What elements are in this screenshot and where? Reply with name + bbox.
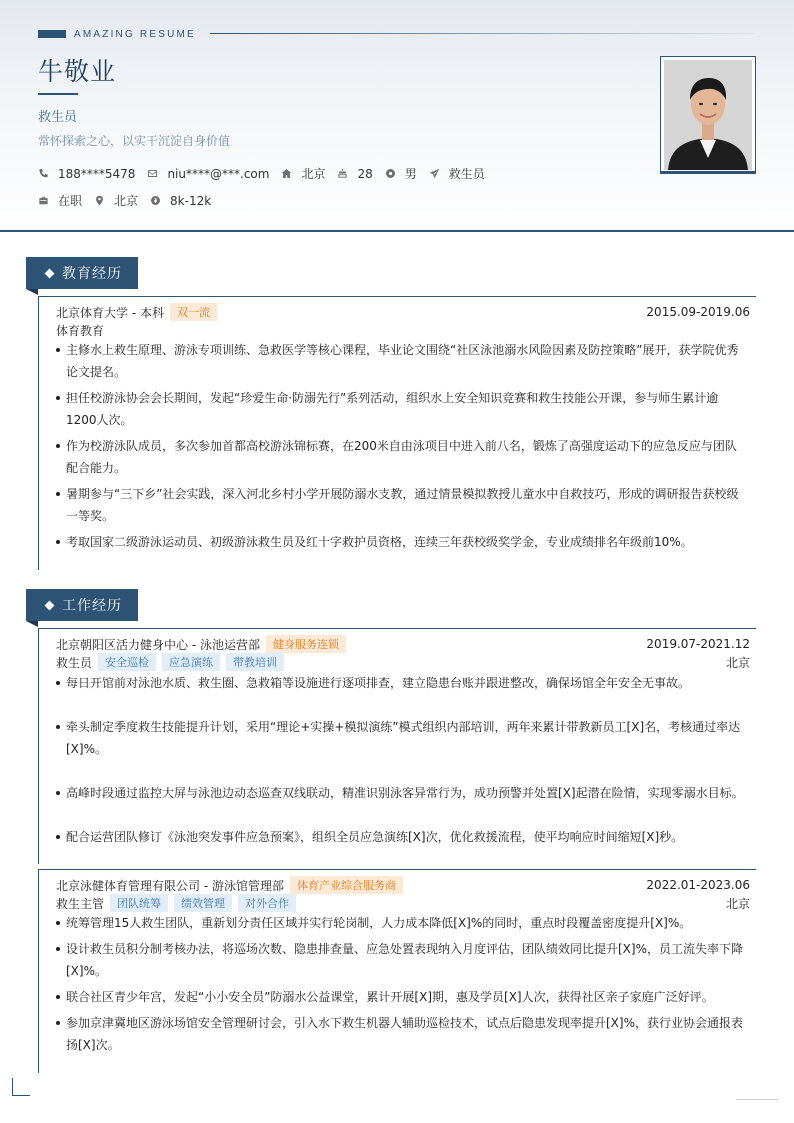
job-1-date: 2019.07-2021.12	[646, 637, 750, 651]
major: 体育教育	[56, 323, 105, 338]
age-text: 28	[357, 166, 373, 181]
school-badge: 双一流	[170, 303, 217, 321]
list-item: 考取国家二级游泳运动员、初级游泳救生员及红十字救护员资格，连续三年获校级奖学金，专业成绩排名年级前10%。	[56, 531, 748, 553]
info-phone	[38, 167, 135, 181]
job-title: 救生员	[38, 110, 78, 125]
briefcase-icon	[38, 195, 49, 206]
job-1-role: 救生员	[56, 655, 93, 670]
tag-text: AMAZING RESUME	[74, 28, 196, 40]
job-1-tag: 安全巡检	[98, 653, 156, 671]
job-2-tag: 绩效管理	[174, 894, 232, 912]
person-portrait-icon	[664, 60, 752, 170]
job-1-tag: 带教培训	[226, 653, 284, 671]
hometown-text: 北京	[301, 167, 326, 181]
job-2-tag: 团队统筹	[110, 894, 168, 912]
list-item: 高峰时段通过监控大屏与泳池边动态巡查双线联动，精准识别泳客异常行为，成功预警并处置[X]起潜在险情，实现零溺水目标。	[56, 782, 748, 804]
list-item: 统筹管理15人救生团队，重新划分责任区域并实行轮岗制，人力成本降低[X]%的同时，重点时段覆盖密度提升[X]%。	[56, 912, 748, 934]
job-1-sub	[56, 654, 750, 670]
info-location	[94, 192, 138, 209]
education-entry-sub	[56, 322, 750, 338]
job-1-company-badge: 健身服务连锁	[266, 635, 346, 653]
diamond-icon	[45, 268, 55, 278]
diamond-icon	[45, 600, 55, 610]
location-icon	[94, 195, 105, 206]
section-header-work	[26, 589, 138, 621]
job-2-date: 2022.01-2023.06	[646, 878, 750, 892]
motto: 常怀探索之心，以实干沉淀自身价值	[38, 134, 231, 148]
page-corner-line	[736, 1099, 778, 1100]
education-body	[38, 296, 756, 570]
school-name: 北京体育大学 - 本科	[56, 305, 164, 320]
job-1-city: 北京	[725, 655, 750, 670]
candidate-name: 牛敬业	[38, 57, 117, 86]
education-entry-head	[56, 304, 750, 320]
name-underline	[38, 93, 78, 95]
info-status	[38, 192, 82, 209]
job-1-tag: 应急演练	[162, 653, 220, 671]
info-email	[147, 167, 269, 181]
job-2-head	[56, 877, 750, 893]
info-gender	[385, 165, 417, 182]
list-item: 联合社区青少年宫，发起“小小安全员”防溺水公益课堂，累计开展[X]期，惠及学员[X]人次，获得社区亲子家庭广泛好评。	[56, 986, 748, 1008]
job-1-company: 北京朝阳区活力健身中心 - 泳池运营部	[56, 637, 260, 652]
list-item: 担任校游泳协会会长期间，发起“珍爱生命·防溺先行”系列活动，组织水上安全知识竞赛和救生技能公开课，参与师生累计逾1200人次。	[56, 387, 748, 431]
info-hometown	[281, 165, 325, 182]
job-2-tag: 对外合作	[238, 894, 296, 912]
target-job-text: 救生员	[448, 167, 485, 181]
job-2-city: 北京	[725, 896, 750, 911]
list-item: 主修水上救生原理、游泳专项训练、急救医学等核心课程，毕业论文围绕“社区泳池溺水风险因素及防控策略”展开，获学院优秀论文提名。	[56, 339, 748, 383]
info-target-job	[429, 165, 485, 182]
list-item: 参加京津冀地区游泳场馆安全管理研讨会，引入水下救生机器人辅助巡检技术，试点后隐患发现率提升[X]%，获行业协会通报表扬[X]次。	[56, 1012, 748, 1056]
profile-photo	[664, 60, 752, 170]
salary-text: 8k-12k	[170, 193, 212, 208]
page-corner-mark	[12, 1078, 30, 1096]
mail-icon	[147, 168, 158, 179]
info-age	[337, 167, 372, 181]
info-row-2	[38, 192, 223, 209]
list-item: 设计救生员积分制考核办法，将巡场次数、隐患排查量、应急处置表现纳入月度评估，团队绩效同比提升[X]%，员工流失率下降[X]%。	[56, 938, 748, 982]
list-item: 每日开馆前对泳池水质、救生圈、急救箱等设施进行逐项排查，建立隐患台账并跟进整改，确保场馆全年安全无事故。	[56, 672, 748, 694]
tag-bar	[38, 30, 66, 38]
photo-accent-bar	[660, 171, 756, 174]
status-text: 在职	[58, 194, 83, 208]
work-entry-1	[38, 628, 756, 864]
home-icon	[281, 168, 292, 179]
job-2-company-badge: 体育产业综合服务商	[290, 876, 403, 894]
section-header-fold	[26, 621, 38, 627]
info-salary	[150, 194, 211, 208]
list-item: 配合运营团队修订《泳池突发事件应急预案》，组织全员应急演练[X]次，优化救援流程，使平均响应时间缩短[X]秒。	[56, 826, 748, 848]
location-text: 北京	[114, 194, 139, 208]
cake-icon	[337, 168, 348, 179]
list-item: 作为校游泳队成员，多次参加首都高校游泳锦标赛，在200米自由泳项目中进入前八名，锻炼了高强度运动下的应急反应与团队配合能力。	[56, 435, 748, 479]
section-title-education: 教育经历	[62, 266, 122, 282]
resume-tag	[38, 27, 196, 41]
money-icon	[150, 195, 161, 206]
section-title-work: 工作经历	[62, 598, 122, 614]
email-text: niu****@***.com	[167, 166, 270, 181]
resume-header	[0, 0, 794, 232]
send-icon	[429, 168, 440, 179]
profile-photo-frame	[660, 56, 756, 174]
gender-text: 男	[404, 167, 417, 181]
job-1-head	[56, 636, 750, 652]
list-item: 暑期参与“三下乡”社会实践，深入河北乡村小学开展防溺水支教，通过情景模拟教授儿童水中自救技巧，形成的调研报告获校级一等奖。	[56, 483, 748, 527]
education-date: 2015.09-2019.06	[646, 305, 750, 319]
gender-icon	[385, 168, 396, 179]
job-2-company: 北京泳健体育管理有限公司 - 游泳馆管理部	[56, 878, 284, 893]
section-header-fold	[26, 289, 38, 295]
job-2-sub	[56, 895, 750, 911]
section-header-education	[26, 257, 138, 289]
tag-divider-line	[210, 33, 755, 34]
list-item: 牵头制定季度救生技能提升计划，采用“理论+实操+模拟演练”模式组织内部培训，两年来累计带教新员工[X]名，考核通过率达[X]%。	[56, 716, 748, 760]
phone-text: 188****5478	[58, 166, 136, 181]
job-2-role: 救生主管	[56, 896, 105, 911]
phone-icon	[38, 168, 49, 179]
work-entry-2	[38, 869, 756, 1073]
info-row-1	[38, 165, 497, 182]
